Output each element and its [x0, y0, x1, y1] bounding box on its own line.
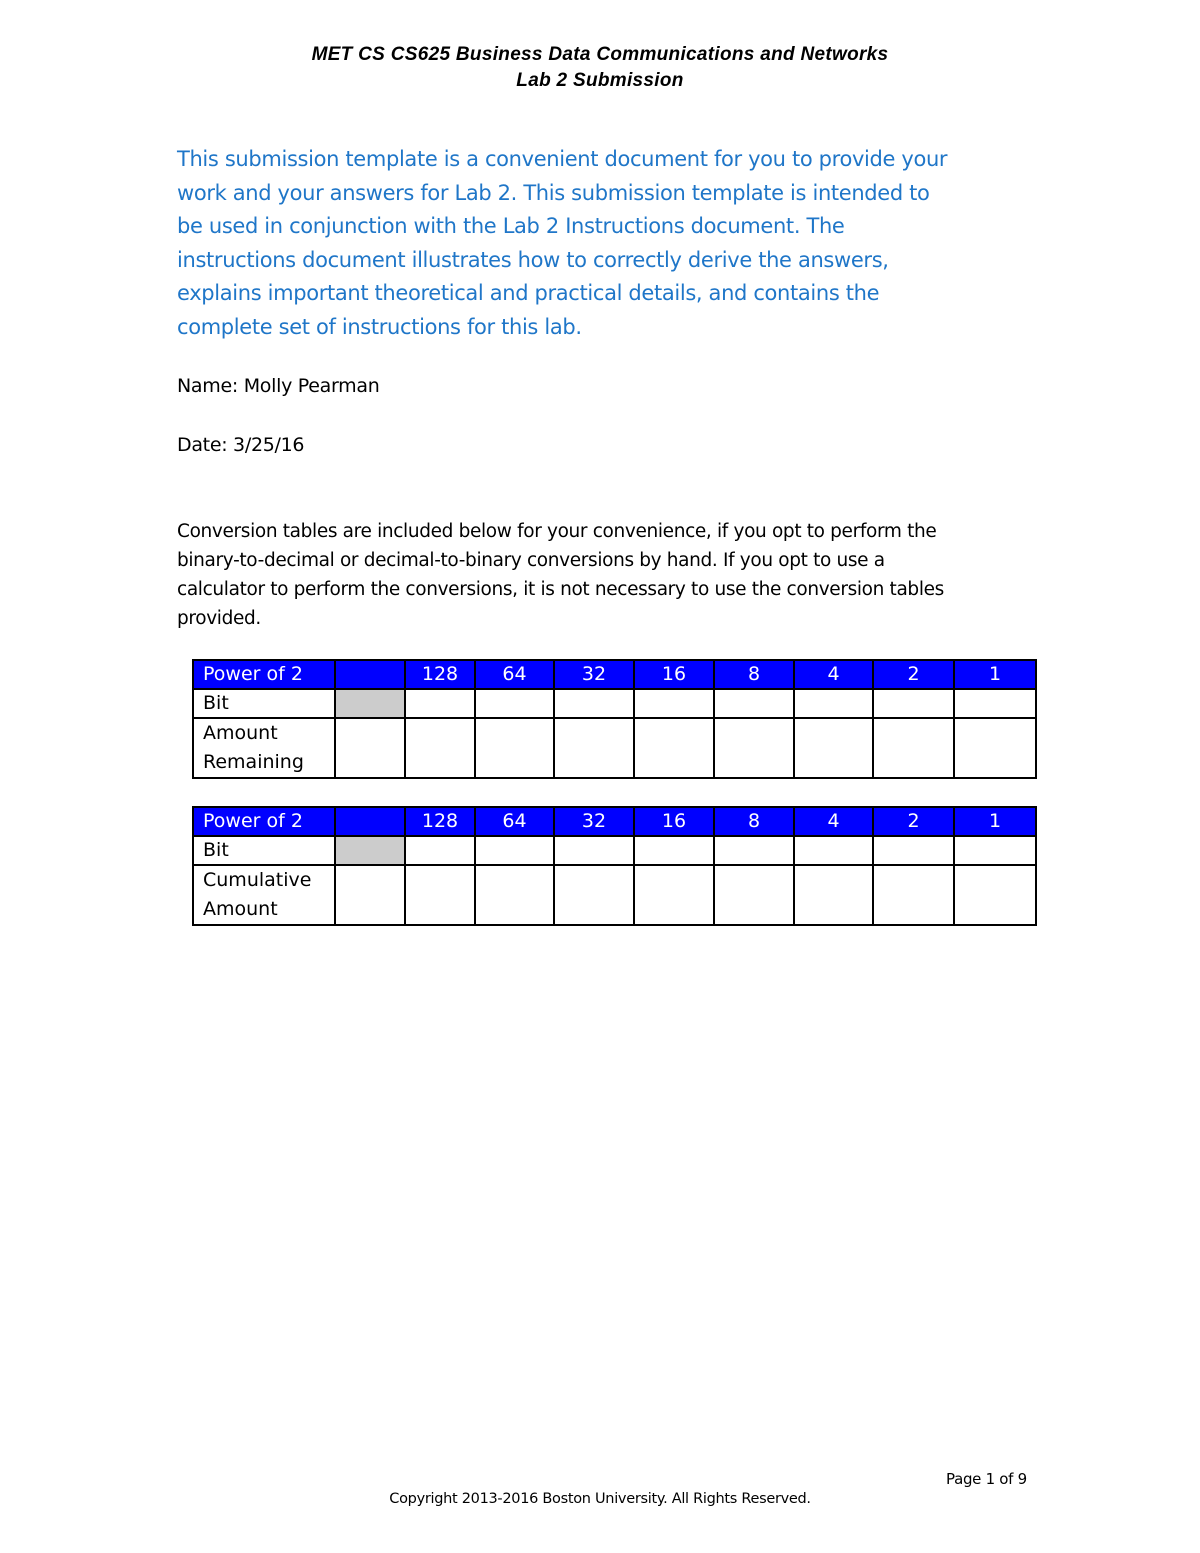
value-cell[interactable] [634, 865, 714, 925]
header-blank-cell [335, 660, 405, 689]
cumulative-amount-row [193, 865, 1036, 925]
value-cell[interactable] [554, 865, 634, 925]
value-cell[interactable] [405, 718, 475, 778]
value-cell[interactable] [554, 718, 634, 778]
value-cell[interactable] [873, 718, 954, 778]
table-header-row [193, 807, 1036, 836]
table-header-row [193, 660, 1036, 689]
shaded-cell [335, 836, 405, 865]
bit-cell[interactable] [954, 689, 1036, 718]
bit-cell[interactable] [405, 836, 475, 865]
conversion-note [177, 517, 1007, 633]
intro-line: This submission template is a convenient document for you to provide your [177, 147, 948, 171]
copyright-notice: Copyright 2013-2016 Boston University. All Rights Reserved. [389, 1491, 811, 1507]
power-cell: 8 [714, 660, 794, 689]
bit-cell[interactable] [634, 689, 714, 718]
value-cell[interactable] [475, 865, 554, 925]
value-cell[interactable] [954, 865, 1036, 925]
intro-line: complete set of instructions for this lab. [177, 314, 582, 339]
value-cell[interactable] [405, 865, 475, 925]
page-number: Page 1 of 9 [946, 1470, 1027, 1488]
binary-to-decimal-table [192, 659, 1037, 779]
intro-paragraph [177, 143, 1037, 345]
power-cell: 1 [954, 660, 1036, 689]
power-cell: 16 [634, 807, 714, 836]
power-cell: 8 [714, 807, 794, 836]
decimal-to-binary-table [192, 806, 1037, 926]
bit-row [193, 689, 1036, 718]
row-label-line: Cumulative [203, 869, 312, 891]
value-cell[interactable] [794, 718, 873, 778]
bit-cell[interactable] [554, 836, 634, 865]
amount-remaining-label [193, 718, 335, 778]
value-cell[interactable] [335, 865, 405, 925]
value-cell[interactable] [634, 718, 714, 778]
bit-cell[interactable] [873, 689, 954, 718]
conversion-note-line: calculator to perform the conversions, it is not necessary to use the conversion tables [177, 579, 944, 600]
date-field: Date: 3/25/16 [177, 434, 305, 456]
power-cell: 4 [794, 807, 873, 836]
intro-line: instructions document illustrates how to correctly derive the answers, [177, 247, 889, 272]
power-cell: 4 [794, 660, 873, 689]
bit-cell[interactable] [873, 836, 954, 865]
document-header [0, 42, 1200, 94]
value-cell[interactable] [954, 718, 1036, 778]
value-cell[interactable] [794, 865, 873, 925]
power-cell: 64 [475, 807, 554, 836]
bit-cell[interactable] [475, 836, 554, 865]
bit-cell[interactable] [405, 689, 475, 718]
power-cell: 32 [554, 807, 634, 836]
row-label-line: Remaining [203, 751, 304, 773]
course-title: MET CS CS625 Business Data Communications and Networks [311, 44, 889, 65]
power-cell: 16 [634, 660, 714, 689]
power-cell: 32 [554, 660, 634, 689]
value-cell[interactable] [873, 865, 954, 925]
power-cell: 128 [405, 660, 475, 689]
power-cell: 1 [954, 807, 1036, 836]
power-of-2-label: Power of 2 [193, 660, 335, 689]
bit-row [193, 836, 1036, 865]
power-cell: 128 [405, 807, 475, 836]
bit-cell[interactable] [714, 689, 794, 718]
value-cell[interactable] [714, 718, 794, 778]
lab-title: Lab 2 Submission [516, 70, 684, 91]
cumulative-amount-label [193, 865, 335, 925]
amount-remaining-row [193, 718, 1036, 778]
name-field: Name: Molly Pearman [177, 375, 380, 397]
bit-cell[interactable] [794, 836, 873, 865]
bit-cell[interactable] [554, 689, 634, 718]
header-blank-cell [335, 807, 405, 836]
bit-cell[interactable] [475, 689, 554, 718]
bit-cell[interactable] [954, 836, 1036, 865]
value-cell[interactable] [335, 718, 405, 778]
bit-cell[interactable] [634, 836, 714, 865]
shaded-cell [335, 689, 405, 718]
intro-line: explains important theoretical and practical details, and contains the [177, 281, 880, 306]
value-cell[interactable] [475, 718, 554, 778]
power-cell: 64 [475, 660, 554, 689]
power-of-2-label: Power of 2 [193, 807, 335, 836]
power-cell: 2 [873, 807, 954, 836]
power-cell: 2 [873, 660, 954, 689]
row-label-line: Amount [203, 722, 278, 744]
bit-label: Bit [193, 689, 335, 718]
intro-line: work and your answers for Lab 2. This submission template is intended to [177, 180, 930, 205]
bit-cell[interactable] [794, 689, 873, 718]
bit-label: Bit [193, 836, 335, 865]
conversion-note-line: Conversion tables are included below for your convenience, if you opt to perform the [177, 521, 937, 542]
row-label-line: Amount [203, 898, 278, 920]
value-cell[interactable] [714, 865, 794, 925]
conversion-note-line: provided. [177, 608, 261, 629]
bit-cell[interactable] [714, 836, 794, 865]
conversion-note-line: binary-to-decimal or decimal-to-binary conversions by hand. If you opt to use a [177, 550, 885, 571]
intro-line: be used in conjunction with the Lab 2 Instructions document. The [177, 214, 845, 239]
